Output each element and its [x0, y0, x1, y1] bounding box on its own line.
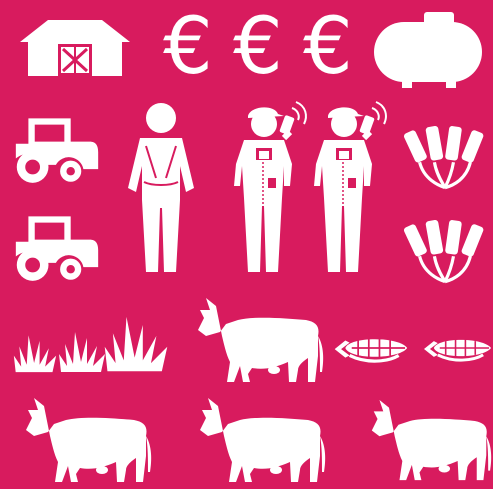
cow-icon [368, 396, 492, 486]
barn-icon [18, 16, 132, 78]
grass-icon [100, 306, 172, 374]
cow-icon [194, 396, 328, 486]
corn-icon [424, 332, 493, 364]
cow-icon [194, 296, 324, 386]
euro-icon: € [303, 2, 353, 92]
euro-icon: € [233, 2, 283, 92]
milking-cluster-icon [402, 120, 488, 194]
farmer-phone-icon [308, 98, 390, 274]
milking-cluster-icon [402, 214, 488, 288]
farmer-icon [122, 100, 200, 274]
farmer-phone-icon [228, 98, 310, 274]
grass-icon [10, 328, 60, 374]
corn-icon [334, 332, 410, 364]
cow-icon [20, 396, 154, 486]
euro-icon: € [163, 2, 213, 92]
tank-icon [372, 10, 484, 90]
tractor-icon [14, 112, 102, 186]
tractor-icon [14, 210, 102, 284]
